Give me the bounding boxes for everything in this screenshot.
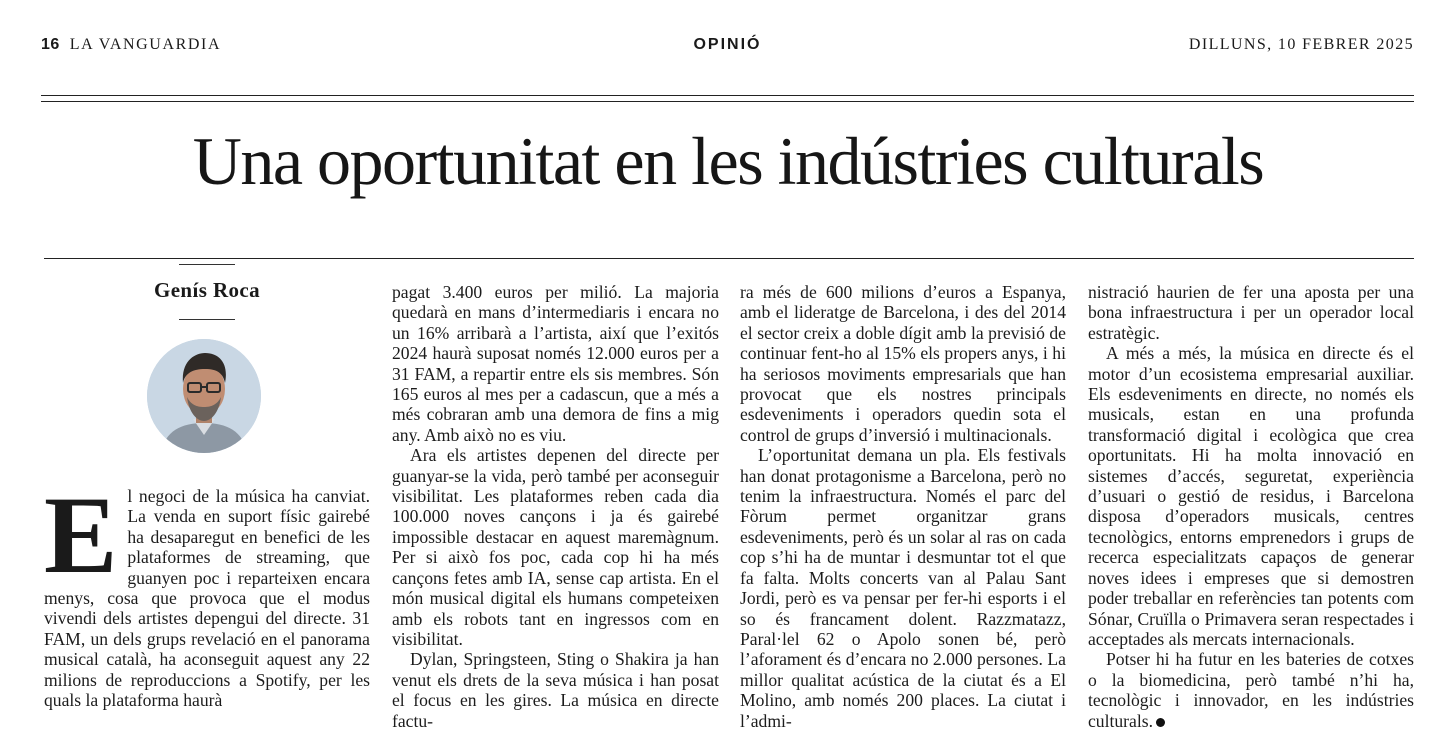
author-portrait-illustration xyxy=(147,339,261,453)
article-column-1 xyxy=(44,474,370,711)
header-double-rule xyxy=(41,95,1414,102)
article-column-2 xyxy=(392,282,719,731)
paragraph-text: l negoci de la música ha canviat. La venda en suport físic gairebé ha desaparegut en benefici de les plataformes de streaming, que guanyen poc i reparteixen encara menys, cosa que provoca que el modus vivendi dels artistes depengui del directe. 31 FAM, un dels grups revelació en el panorama musical català, ha aconseguit aquest any 22 milions de reproduccions a Spotify, per les quals la plataforma haurà xyxy=(44,486,370,711)
article-paragraph: ra més de 600 milions d’euros a Espanya, amb el lideratge de Barcelona, i des del 2014 el sector creix a doble dígit amb la previsió de continuar fent-ho al 15% els propers anys, i hi ha seriosos moviments empresarials que han provocat que els nostres principals esdeveniments i operadors quedin sota el control de grups d’inversió i multinacionals. xyxy=(740,282,1066,445)
publication-name: LA VANGUARDIA xyxy=(69,36,222,53)
article-column-4 xyxy=(1088,282,1414,731)
article-paragraph: Dylan, Springsteen, Sting o Shakira ja han venut els drets de la seva música i han posat el focus en les gires. La música en directe factu- xyxy=(392,649,719,731)
end-mark-icon xyxy=(1156,718,1165,727)
byline-rule-bottom xyxy=(179,319,235,320)
article-paragraph-final xyxy=(1088,649,1414,731)
drop-cap: E xyxy=(44,474,118,596)
article-paragraph: pagat 3.400 euros per milió. La majoria quedarà en mans d’intermediaris i encara no un 16% arribarà a l’artista, així que l’exitós 2024 haurà suposat només 12.000 euros per a 31 FAM, a repartir entre els sis membres. Són 165 euros al mes per a cadascun, que a més a més cobraran amb una demora de fins a mig any. Amb això no es viu. xyxy=(392,282,719,445)
article-paragraph: nistració haurien de fer una aposta per una bona infraestructura i per un operador local estratègic. xyxy=(1088,282,1414,343)
paragraph-text: Potser hi ha futur en les bateries de cotxes o la biomedicina, però també n’hi ha, tecnològic i innovador, en les indústries culturals. xyxy=(1088,649,1414,731)
article-paragraph xyxy=(44,474,370,711)
article-paragraph: L’oportunitat demana un pla. Els festivals han donat protagonisme a Barcelona, però no tenim la infraestructura. Només el parc del Fòrum permet organitzar grans esdeveniments, però és un solar al ras on cada cop s’hi ha de muntar i desmuntar tot el que fa falta. Molts concerts van al Palau Sant Jordi, però es va pensar per fer-hi esports i el so és francament dolent. Razzmatazz, Paral·lel 62 o Apolo sonen bé, però l’aforament és d’encara no 2.000 persones. La millor qualitat acústica de la ciutat és a El Molino, amb només 200 places. La ciutat i l’admi- xyxy=(740,445,1066,731)
article-paragraph: A més a més, la música en directe és el motor d’un ecosistema empresarial auxiliar. Els esdeveniments en directe, no només els musicals, estan en una profunda transformació digital i ecològica que crea oportunitats. Hi ha molta innovació en sistemes d’accés, seguretat, experiència d’usuari o gestió de residus, i Barcelona disposa d’operadors musicals, centres tecnològics, entorns emprenedors i grups de recerca especialitzats capaços de generar noves idees i empreses que si demostren poder treballar en referències tan potents com Sónar, Cruïlla o Primavera seran respectades i acceptades als mercats internacionals. xyxy=(1088,343,1414,649)
section-title: OPINIÓ xyxy=(693,36,762,53)
article-headline: Una oportunitat en les indústries culturals xyxy=(192,123,1264,199)
headline-rule xyxy=(44,258,1414,259)
article-column-3 xyxy=(740,282,1066,731)
page-number: 16 xyxy=(41,36,60,53)
author-byline: Genís Roca xyxy=(153,278,261,302)
author-photo xyxy=(147,339,261,453)
article-paragraph: Ara els artistes depenen del directe per guanyar-se la vida, però també per aconseguir visibilitat. Les plataformes reben cada dia 100.000 noves cançons i ja és gairebé impossible destacar en aquest maremàgnum. Per si això fos poc, cada cop hi ha més cançons fetes amb IA, sense cap artista. En el món musical digital els humans competeixen amb els robots tant en ingressos com en visibilitat. xyxy=(392,445,719,649)
issue-date: DILLUNS, 10 FEBRER 2025 xyxy=(1188,36,1414,53)
byline-rule-top xyxy=(179,264,235,265)
page-header xyxy=(41,36,1414,58)
